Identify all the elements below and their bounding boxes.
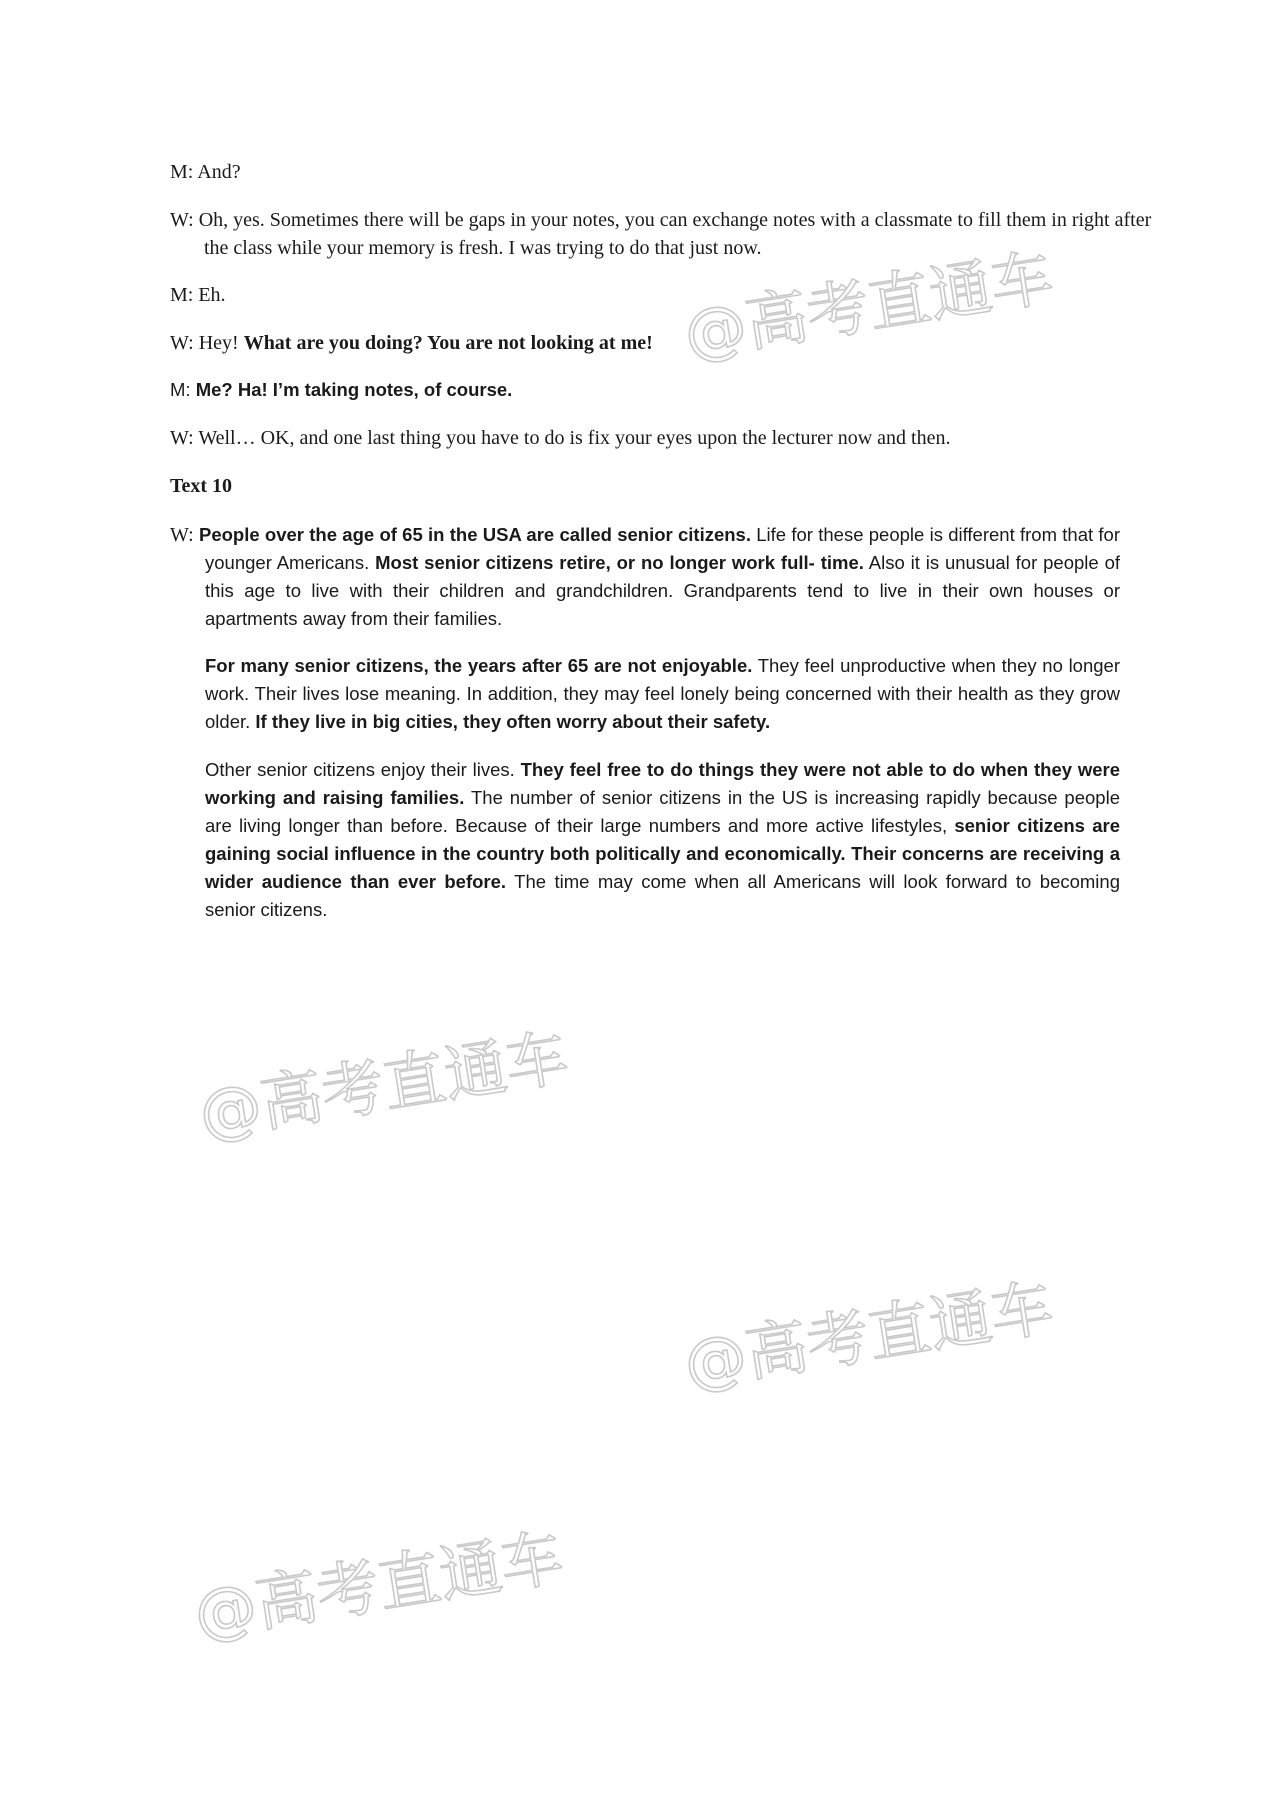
para-span: They feel unproductive when they no longer work. Their lives lose meaning. In addition, they may feel lonely being concerned with their health as they grow older. — [205, 655, 1121, 732]
para-span: Most senior citizens retire, or no longer work full- time. — [375, 552, 864, 573]
text10-paragraph-1 — [170, 521, 1120, 633]
watermark: @高考直通车 — [679, 240, 1059, 371]
para-span: For many senior citizens, the years after 65 are not enjoyable. — [205, 655, 753, 676]
dialogue-text: Hey! — [198, 332, 244, 354]
dialogue-line-3 — [170, 281, 1120, 309]
para-span: senior citizens are gaining social influence in the country both politically and economically. Their concerns are receiving a wider audience than ever before. — [205, 815, 1120, 892]
para-span: Other senior citizens enjoy their lives. — [205, 759, 521, 780]
section-title: Text 10 — [170, 475, 233, 497]
dialogue-line-2 — [170, 206, 1154, 262]
speaker-label: W: — [170, 524, 194, 546]
dialogue-line-5 — [170, 376, 1120, 404]
watermark: @高考直通车 — [194, 1020, 574, 1151]
para-span: If they live in big cities, they often worry about their safety. — [255, 711, 771, 732]
para-span: They feel free to do things they were not able to do when they were working and raising families. — [205, 759, 1121, 808]
speaker-label: M: — [170, 379, 191, 400]
watermark: @高考直通车 — [189, 1520, 569, 1651]
dialogue-line-4 — [170, 329, 1120, 357]
speaker-label: M: — [170, 284, 194, 306]
para-span: Also it is unusual for people of this age to live with their children and grandchildren. Grandparents tend to live in their own houses or apartments away from their families. — [205, 552, 1120, 629]
dialogue-text-bold: Me? Ha! I’m taking notes, of course. — [195, 379, 513, 400]
dialogue-text-bold: What are you doing? You are not looking at me! — [243, 332, 653, 354]
speaker-label: W: — [170, 427, 194, 449]
para-span: The number of senior citizens in the US is increasing rapidly because people are living longer than before. Because of their large numbers and more active lifestyles, — [205, 787, 1120, 836]
para-span: The time may come when all Americans will look forward to becoming senior citizens. — [205, 871, 1120, 920]
dialogue-text: Well… OK, and one last thing you have to do is fix your eyes upon the lecturer now and then. — [198, 427, 951, 449]
para-span: Life for these people is different from that for younger Americans. — [205, 524, 1120, 573]
speaker-label: W: — [170, 209, 194, 231]
watermark: @高考直通车 — [679, 1270, 1059, 1401]
text10-paragraph-3 — [205, 756, 1120, 924]
para-span: People over the age of 65 in the USA are called senior citizens. — [198, 524, 751, 545]
speaker-label: W: — [170, 332, 194, 354]
dialogue-line-1 — [170, 158, 1120, 186]
dialogue-text: And? — [197, 161, 241, 183]
dialogue-text: Eh. — [198, 284, 226, 306]
text10-paragraph-2 — [205, 652, 1120, 736]
speaker-label: M: — [170, 161, 194, 183]
dialogue-text: Oh, yes. Sometimes there will be gaps in your notes, you can exchange notes with a classmate to fill them in right after the class while your memory is fresh. I was trying to do that just now. — [198, 209, 1152, 259]
dialogue-line-6 — [170, 424, 1120, 452]
